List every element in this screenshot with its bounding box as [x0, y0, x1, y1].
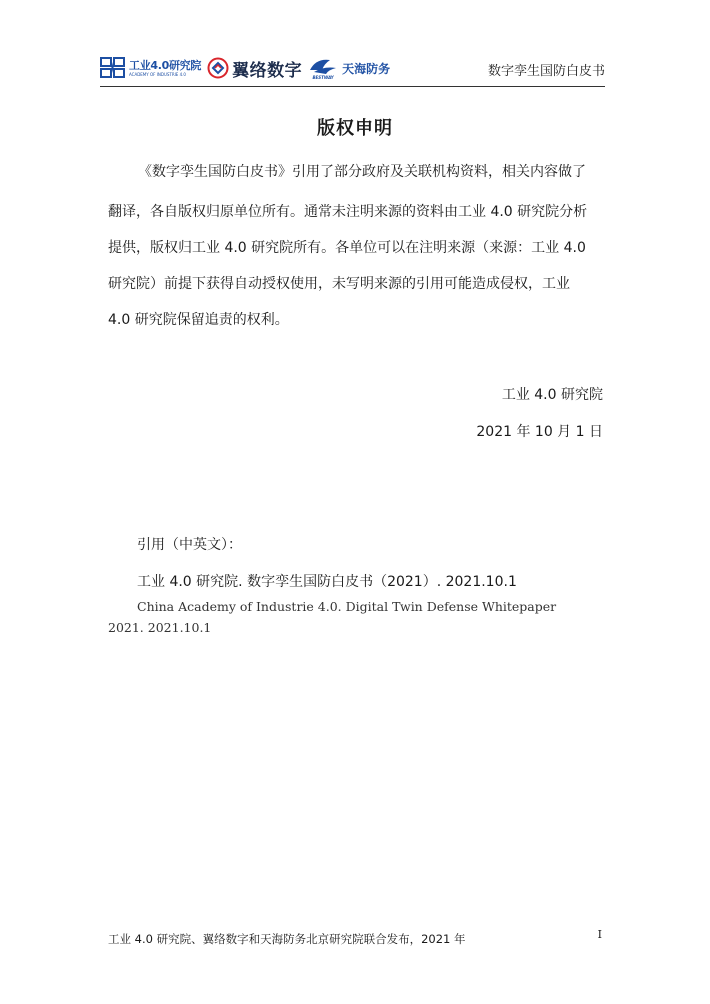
yiluo-logo-icon [207, 57, 229, 79]
partner-logos [100, 50, 396, 86]
industrie-40-logo-icon [100, 56, 126, 80]
paragraph-line: 《数字孪生国防白皮书》引用了部分政府及关联机构资料，相关内容做了 [138, 164, 586, 180]
logo3-name: 天海防务 [342, 61, 391, 76]
footer-text: 工业 4.0 研究院、翼络数字和天海防务北京研究院联合发布，2021 年 [108, 932, 466, 946]
logo2-name: 翼络数字 [232, 60, 303, 81]
logo-industrie-40 [100, 56, 201, 80]
paragraph-line: 翻译，各自版权归原单位所有。通常未注明来源的资料由工业 4.0 研究院分析 [108, 204, 588, 220]
bestway-logo-icon [308, 56, 338, 76]
citation-heading: 引用（中英文）： [137, 537, 242, 553]
citation-english-line1: China Academy of Industrie 4.0. Digital Twin Defense Whitepaper [137, 599, 557, 614]
paragraph-line: 4.0 研究院保留追责的权利。 [108, 312, 289, 328]
header-document-title: 数字孪生国防白皮书 [487, 64, 605, 79]
signature-org: 工业 4.0 研究院 [501, 387, 603, 403]
citation-english-line2: 2021. 2021.10.1 [108, 620, 212, 635]
citation-chinese: 工业 4.0 研究院. 数字孪生国防白皮书（2021）. 2021.10.1 [137, 574, 517, 590]
header-divider [100, 86, 605, 87]
page-number: I [597, 928, 602, 941]
signature-date: 2021 年 10 月 1 日 [476, 424, 603, 440]
logo-bestway [308, 56, 390, 80]
logo1-name: 工业4.0研究院 [129, 58, 202, 72]
logo1-subtitle: ACADEMY OF INDUSTRIE 4.0 [129, 71, 186, 77]
logo3-mark-text: BESTWAY [312, 75, 334, 80]
logo-yiluo-digital [207, 56, 302, 81]
paragraph-line: 提供，版权归工业 4.0 研究院所有。各单位可以在注明来源（来源：工业 4.0 [108, 240, 586, 256]
page-title: 版权申明 [317, 118, 393, 139]
page-header [100, 50, 605, 86]
paragraph-line: 研究院）前提下获得自动授权使用，未写明来源的引用可能造成侵权，工业 [108, 276, 570, 292]
